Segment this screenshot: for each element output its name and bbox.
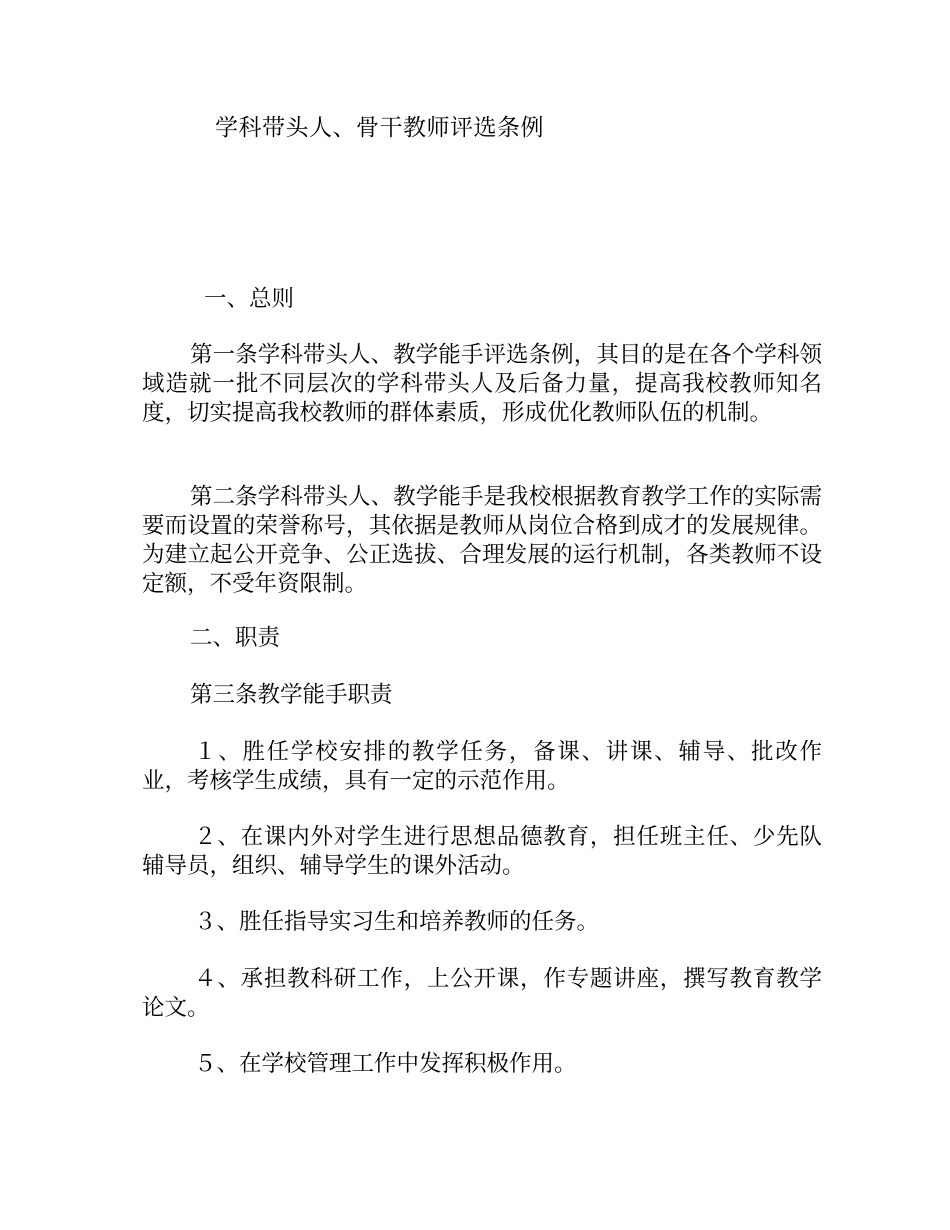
article-3-heading: 第三条教学能手职责 [190,682,393,708]
duty-item-1: １、胜任学校安排的教学任务，备课、讲课、辅导、批改作业，考核学生成绩，具有一定的示范作用。 [142,739,822,794]
duty-item-4: ４、承担教科研工作，上公开课，作专题讲座，撰写教育教学论文。 [142,966,822,1021]
document-title: 学科带头人、骨干教师评选条例 [215,115,544,141]
section-heading-general: 一、总则 [204,286,295,312]
article-1-paragraph: 第一条学科带头人、教学能手评选条例，其目的是在各个学科领域造就一批不同层次的学科带头人及后备力量，提高我校教师知名度，切实提高我校教师的群体素质，形成优化教师队伍的机制。 [142,342,822,426]
section-heading-duties: 二、职责 [190,625,281,651]
duty-item-5: ５、在学校管理工作中发挥积极作用。 [194,1051,577,1077]
article-2-paragraph: 第二条学科带头人、教学能手是我校根据教育教学工作的实际需要而设置的荣誉称号，其依据是教师从岗位合格到成才的发展规律。为建立起公开竞争、公正选拔、合理发展的运行机制，各类教师不设定额，不受年资限制。 [142,484,822,597]
duty-item-3: ３、胜任指导实习生和培养教师的任务。 [194,909,600,935]
duty-item-2: ２、在课内外对学生进行思想品德教育，担任班主任、少先队辅导员，组织、辅导学生的课外活动。 [142,824,822,879]
